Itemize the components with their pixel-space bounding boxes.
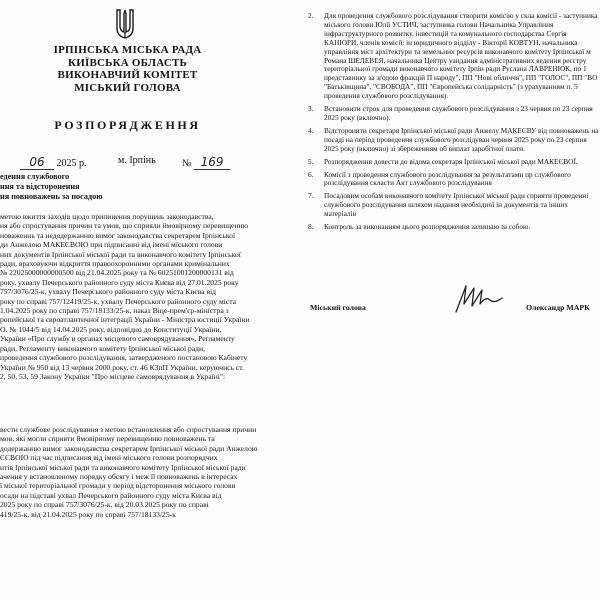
text-line: року по справі 757/12419/25-к, ухвалу Печерського районного суду міста [0,296,237,306]
document-number [182,155,230,170]
item-number: 8. [308,222,314,232]
text-line: проведення службового розслідування, затвердженого постановою Кабінету [0,353,248,363]
left-column [0,0,298,600]
subject-line: ня повноважень за посадою [0,192,103,201]
subject-line: едення службового [0,172,70,181]
text-line: України «Про службу в органах місцевого самоврядування», Регламенту [0,334,235,344]
decision-item [304,127,600,154]
decision-item [304,158,600,167]
text-line: ропейської та євроатлантичної інтеграції України - Міністра юстиції України [0,315,250,325]
text-line: ЄЄВОЮ під час підписання від імені міського голови розпорядчих [0,453,218,463]
item-text: Для проведення службового розслідування створити комісію у скла комісії - заступника міського голови Юлії УСТИЧ, заступника голови Начальника Управління інфраструктурного розвитку, інвестицій та комунального господарства Сергія КАНЮРИ, членів комісії: ін юридичного відділу - Вікторії КОВТУН, начальника управління міст архітектури та земельних ресурсів виконавчого комітету Ірпінської м Романа ШЕЛЕВЕЯ, начальника Центру уандання адміністративних ведення реєстру територіальної громади виконавчого комітету Ірпін ради Руслана ЛАВРЕНЮК, по 1 представнику за згодою фракцій П народу", ПП "Нові обличчя", ПП "ГОЛОС", ПП "ВО "Батьківщина", "СВОБОДА", ПП "Європейська солідарність" (з урахуванням п. 5 проведення службового розслідування). [324,11,598,101]
number-value: 169 [194,155,230,170]
text-line: № 22025000000000500 від 21.04.2025 року та № 60251001200000131 від [0,268,234,278]
item-number: 6. [308,169,314,179]
decision-text [0,425,296,519]
city-label: м. Ірпінь [118,155,156,166]
subject-line: ння та відсторонення [0,182,80,191]
signature-name: Олександр МАРК [526,303,590,312]
date-year: 2025 р. [56,158,87,169]
text-line: додержанню вимог законодавства секретарем Ірпінської міської ради Анжелою [0,443,258,453]
text-line: 757/3076/25-к, ухвалу Печерського районного суду міста Києва від [0,287,217,297]
text-line: метою вжиття заходів щодо припинення порушень законодавства, [0,212,214,221]
decision-item [304,105,600,123]
item-number: 3. [308,104,314,114]
item-text: Посадовим особам виконавчого комітету Ірпінської міської ради сприяти проведенні службового розслідування шляхом надання необхідної ін документів та інших матеріалів [324,191,589,219]
item-number: 5. [308,156,314,166]
subject-block [0,172,102,202]
decision-item [304,223,600,232]
text-line: ачення у встановленому порядку обсягу і меж її повноважень в інтересах [0,472,238,482]
text-line: мов, які могли сприяти ймовірному перевищенню повноважень та [0,434,215,444]
item-text: Встановити строк для проведення службового розслідування з 23 червня по 23 серпня 2025 року (включно). [324,104,593,122]
document-title: РОЗПОРЯДЖЕННЯ [54,118,201,132]
text-line: 2025 року по справі 757/3076/25-к, від 20.03.2025 року по справі [0,500,209,510]
item-text: Контроль за виконанням цього розпорядження залишаю за собою. [324,222,531,232]
text-line: ї міської територіальної громади у період відсторонення міського голови [0,481,236,491]
text-line: року, ухвалу Печерського районного суду міста Києва від 27.01.2025 року [0,277,239,287]
text-line: 1.04.2025 року по справі 757/18133/25-к, наказ Віце-прем'єр-міністра з [0,306,229,316]
item-text: Розпорядження довести до відома секретаря Ірпінської міської ради МАКЕЄВОЇ. [324,156,578,166]
text-line: ради, Регламенту виконавчого комітету Ірпінської міської ради, [0,343,205,353]
item-number: 2. [308,11,314,20]
decision-item [304,12,600,101]
item-number: 7. [308,191,314,201]
signature-mark [452,282,508,316]
text-line: нтів Ірпінської міської ради та виконавчого комітету Ірпінської міської ради [0,462,246,472]
document-header [0,44,255,94]
header-line: ІРПІНСЬКА МІСЬКА РАДА [53,44,202,56]
text-line: вести службове розслідування з метою встановлення або спростування причин [0,425,257,434]
preamble-text [0,212,296,381]
signature-position: Міський голова [310,303,366,312]
header-line: ВИКОНАВЧИЙ КОМІТЕТ [57,69,198,81]
text-line: ради, враховуючи відкриття правоохоронними органами кримінальних [0,259,230,269]
decision-item [304,192,600,219]
text-line: новаженнь та недодержанню вимог законодавства секретарем Ірпінської [0,230,236,240]
header-line: МІСЬКИЙ ГОЛОВА [74,81,181,94]
date-field [20,155,87,170]
text-line: осади на підставі ухвал Печерського районного суду міста Києва від [0,490,222,500]
text-line: України № 950 від 13 червня 2000 року, ст. 46 КЗпП України, керуючись ст. [0,362,244,372]
item-number: 4. [308,125,314,135]
header-line: КИЇВСЬКА ОБЛАСТЬ [68,56,187,69]
right-column [304,0,600,600]
text-line: 2, 50, 53, 59 Закону України "Про місцеве самоврядування в Україні": [0,371,226,381]
text-line: 419/25-к, від 21.04.2025 року по справі 757/18133/25-к [0,509,176,519]
text-line: ня або спростування причин та умов, що сприяли ймовірному перевищенню [0,221,249,231]
decision-items [304,12,600,236]
date-day: 06 [20,155,54,170]
item-text: Комісії з проведення службового розслідування за результатами пр службового розслідування скласти Акт службового розслідування [324,169,571,188]
text-line: них документів Ірпінської міської ради та виконавчого комітету Ірпінської [0,249,241,259]
text-line: ди Анжелою МАКЕЄВОЮ при підписанні від імені міського голови [0,240,223,250]
decision-item [304,171,600,189]
item-text: Відсторонити секретаря Ірпінської міської ради Анжелу МАКЕЄВУ від повноважень на посаді на період проведення службового розслідуван червня 2025 року по 23 серпня 2025 року (включно) зі збереженням об виплат заробітної плати. [324,125,599,153]
trident-icon [115,8,135,40]
number-label: № [182,158,192,169]
text-line: О. № 1044/5 від 14.04.2025 року, відповідно до Конституції України, [0,324,222,334]
